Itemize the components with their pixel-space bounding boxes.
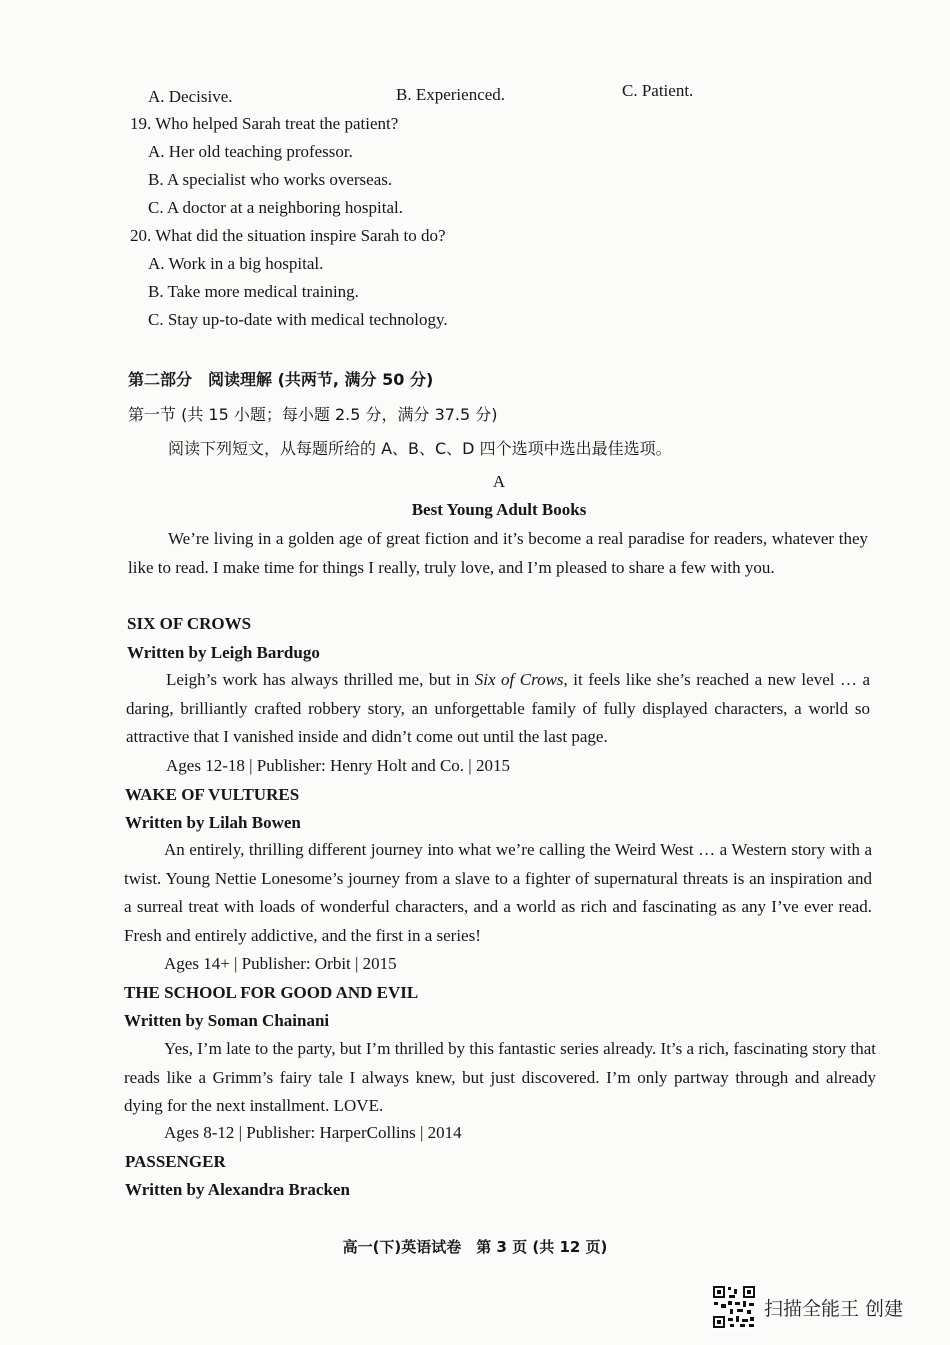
book1-review [126, 666, 870, 752]
q19-question: 19. Who helped Sarah treat the patient? [130, 114, 399, 133]
book2-info: Ages 14+ | Publisher: Orbit | 2015 [164, 954, 397, 973]
section1-heading: 第一节 (共 15 小题；每小题 2.5 分，满分 37.5 分) [128, 405, 498, 424]
q18-option-c: C. Patient. [622, 81, 694, 100]
book1-review-post: , it feels like she’s reached a new level … a daring, brilliantly crafted robbery story, an unforgettable family of fully displayed characters, a world so attractive that I vanished inside and didn’t come out until the last page. [126, 670, 870, 746]
q19-option-a: A. Her old teaching professor. [148, 142, 353, 161]
q18-option-a: A. Decisive. [148, 87, 233, 106]
q20-option-c: C. Stay up-to-date with medical technology. [148, 310, 448, 329]
book1-author: Written by Leigh Bardugo [127, 643, 320, 662]
book3-info: Ages 8-12 | Publisher: HarperCollins | 2014 [164, 1123, 462, 1142]
page-footer: 高一(下)英语试卷 第 3 页 (共 12 页) [342, 1238, 608, 1256]
book4-author: Written by Alexandra Bracken [125, 1180, 350, 1199]
book3-title: THE SCHOOL FOR GOOD AND EVIL [124, 983, 419, 1002]
q20-question: 20. What did the situation inspire Sarah to do? [130, 226, 446, 245]
book3-review [124, 1035, 876, 1121]
book1-review-pre: Leigh’s work has always thrilled me, but in [166, 670, 475, 689]
book2-review-text: An entirely, thrilling different journey into what we’re calling the Weird West … a Western story with a twist. Young Nettie Lonesome’s journey from a slave to a fighter of supernatural threats is an inspiration and a surreal treat with loads of wonderful characters, and a world as rich and fascinating as any I’ve ever read. Fresh and entirely addictive, and the first in a series! [124, 840, 872, 945]
book2-author: Written by Lilah Bowen [125, 813, 301, 832]
book3-review-text: Yes, I’m late to the party, but I’m thrilled by this fantastic series already. It’s a rich, fascinating story that reads like a Grimm’s fairy tale I always knew, but just discovered. I’m only partway through and already dying for the next installment. LOVE. [124, 1039, 876, 1115]
passage-title: Best Young Adult Books [411, 500, 587, 519]
book1-title: SIX OF CROWS [127, 614, 252, 633]
reading-instruction: 阅读下列短文，从每题所给的 A、B、C、D 四个选项中选出最佳选项。 [168, 439, 672, 458]
q20-option-b: B. Take more medical training. [148, 282, 359, 301]
scanner-watermark: 扫描全能王 创建 [764, 1298, 904, 1320]
part2-heading: 第二部分 阅读理解 (共两节, 满分 50 分) [128, 370, 434, 389]
q20-option-a: A. Work in a big hospital. [148, 254, 324, 273]
book4-title: PASSENGER [125, 1152, 226, 1171]
book1-review-italic: Six of Crows [474, 670, 564, 689]
qr-code-icon [712, 1285, 756, 1329]
book2-title: WAKE OF VULTURES [125, 785, 300, 804]
book2-review [124, 836, 872, 950]
q18-option-b: B. Experienced. [396, 85, 506, 104]
book3-author: Written by Soman Chainani [124, 1011, 330, 1030]
book1-info: Ages 12-18 | Publisher: Henry Holt and Co. | 2015 [166, 756, 510, 775]
q19-option-b: B. A specialist who works overseas. [148, 170, 393, 189]
passage-label: A [492, 472, 506, 491]
passage-intro [128, 525, 868, 582]
q19-option-c: C. A doctor at a neighboring hospital. [148, 198, 403, 217]
intro-paragraph: We’re living in a golden age of great fiction and it’s become a real paradise for readers, whatever they like to read. I make time for things I really, truly love, and I’m pleased to share a few with you. [128, 529, 868, 577]
